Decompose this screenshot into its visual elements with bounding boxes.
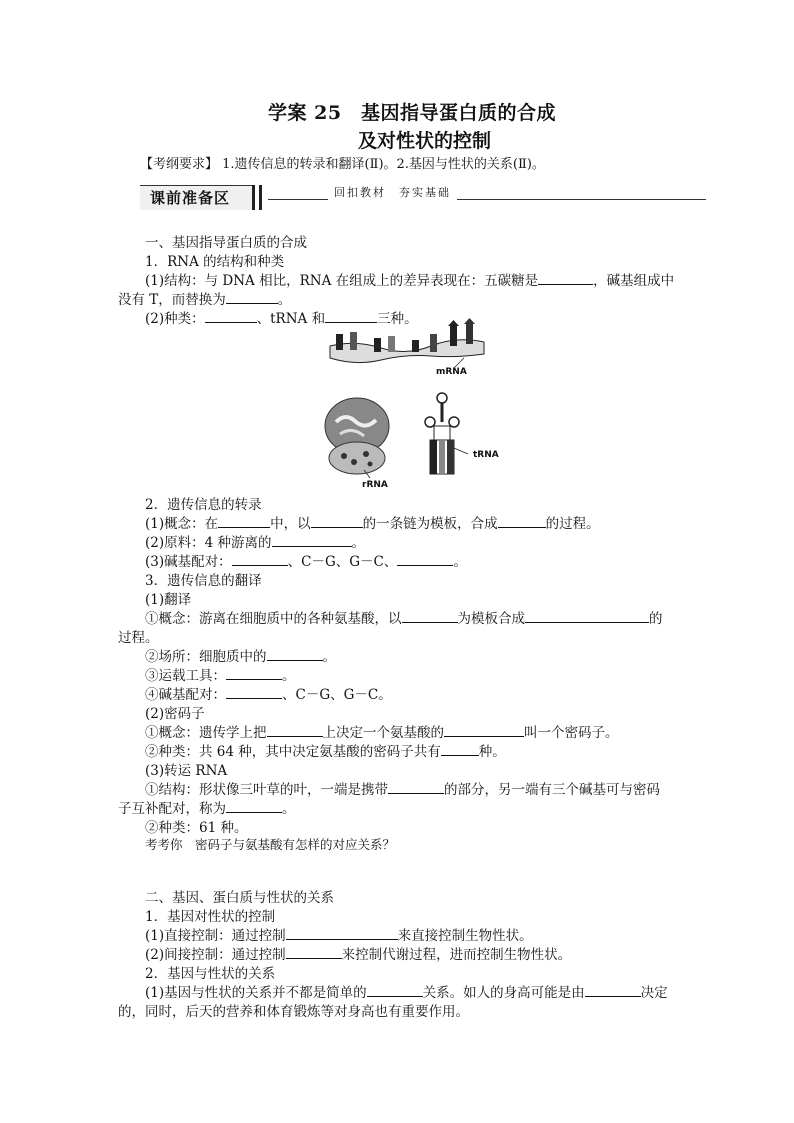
answer-blank[interactable]	[311, 515, 363, 528]
answer-blank[interactable]	[205, 310, 257, 323]
question-line: ①结构：形状像三叶草的叶，一端是携带 的部分，另一端有三个碱基可与密码	[145, 782, 660, 798]
answer-blank[interactable]	[525, 610, 649, 623]
question-line: (2)种类： 、tRNA 和 三种。	[145, 311, 418, 327]
rrna-label: rRNA	[362, 480, 388, 490]
item-gene-control: 1．基因对性状的控制	[145, 909, 276, 925]
question-line: (1)基因与性状的关系并不都是简单的 关系。如人的身高可能是由 决定	[145, 985, 668, 1001]
question-line: ③运载工具： 。	[145, 668, 296, 684]
question-line: ②种类：共 64 种，其中决定氨基酸的密码子共有 种。	[145, 744, 506, 760]
answer-blank[interactable]	[441, 743, 479, 756]
answer-blank[interactable]	[538, 272, 593, 285]
section-2-heading: 二、基因、蛋白质与性状的关系	[145, 890, 334, 906]
answer-blank[interactable]	[585, 984, 641, 997]
subitem-trna: (3)转运 RNA	[145, 763, 228, 779]
answer-blank[interactable]	[226, 667, 282, 680]
item-gene-trait: 2．基因与性状的关系	[145, 966, 276, 982]
question-line: ①概念：遗传学上把 上决定一个氨基酸的 叫一个密码子。	[145, 725, 619, 741]
answer-blank[interactable]	[444, 724, 524, 737]
subitem-translation: (1)翻译	[145, 592, 192, 608]
question-line: (1)直接控制：通过控制 来直接控制生物性状。	[145, 928, 533, 944]
banner-subtitle: 回扣教材 夯实基础	[328, 184, 457, 200]
rrna-illustration	[322, 396, 392, 482]
answer-blank[interactable]	[226, 291, 278, 304]
think-question: 考考你 密码子与氨基酸有怎样的对应关系？	[145, 837, 396, 852]
section-banner	[140, 183, 706, 211]
answer-blank[interactable]	[397, 553, 453, 566]
answer-blank[interactable]	[226, 686, 282, 699]
section-1-heading: 一、基因指导蛋白质的合成	[145, 235, 307, 251]
question-line: (2)间接控制：通过控制 来控制代谢过程，进而控制生物性状。	[145, 947, 572, 963]
answer-blank[interactable]	[402, 610, 458, 623]
subitem-codon: (2)密码子	[145, 706, 205, 722]
answer-blank[interactable]	[286, 927, 398, 940]
question-line: (3)碱基配对： 、C－G、G－C、 。	[145, 554, 467, 570]
item-rna-structure: 1．RNA 的结构和种类	[145, 254, 285, 270]
question-line: 过程。	[118, 630, 159, 646]
question-line: 子互补配对，称为 。	[118, 801, 296, 817]
answer-blank[interactable]	[498, 515, 546, 528]
trna-label: tRNA	[473, 450, 499, 460]
answer-blank[interactable]	[286, 946, 342, 959]
answer-blank[interactable]	[388, 781, 444, 794]
answer-blank[interactable]	[367, 984, 423, 997]
question-line: ①概念：游离在细胞质中的各种氨基酸，以 为模板合成 的	[145, 611, 663, 627]
mrna-label: mRNA	[436, 367, 467, 377]
item-transcription: 2．遗传信息的转录	[145, 497, 262, 513]
banner-label: 课前准备区	[140, 185, 252, 210]
question-line: 的，同时，后天的营养和体育锻炼等对身高也有重要作用。	[118, 1004, 469, 1020]
question-line: (2)原料：4 种游离的 。	[145, 535, 366, 551]
question-line: 没有 T，而替换为 。	[118, 292, 292, 308]
answer-blank[interactable]	[218, 515, 270, 528]
trna-illustration	[420, 392, 470, 482]
answer-blank[interactable]	[226, 800, 282, 813]
question-line: (1)概念：在 中，以 的一条链为模板，合成 的过程。	[145, 516, 600, 532]
banner-divider	[252, 185, 262, 210]
title-line-1: 学案 25 基因指导蛋白质的合成	[268, 102, 557, 124]
answer-blank[interactable]	[232, 553, 288, 566]
answer-blank[interactable]	[272, 534, 352, 547]
answer-blank[interactable]	[267, 648, 323, 661]
item-translation: 3．遗传信息的翻译	[145, 573, 262, 589]
question-line: ②场所：细胞质中的 。	[145, 649, 336, 665]
question-line: ④碱基配对： 、C－G、G－C。	[145, 687, 392, 703]
question-line: ②种类：61 种。	[145, 820, 248, 836]
question-line: (1)结构：与 DNA 相比，RNA 在组成上的差异表现在：五碳糖是 ，碱基组成中	[145, 273, 675, 289]
exam-requirements: 【考纲要求】 1.遗传信息的转录和翻译(Ⅱ)。2.基因与性状的关系(Ⅱ)。	[140, 157, 545, 172]
answer-blank[interactable]	[267, 724, 323, 737]
title-line-2: 及对性状的控制	[358, 130, 492, 152]
